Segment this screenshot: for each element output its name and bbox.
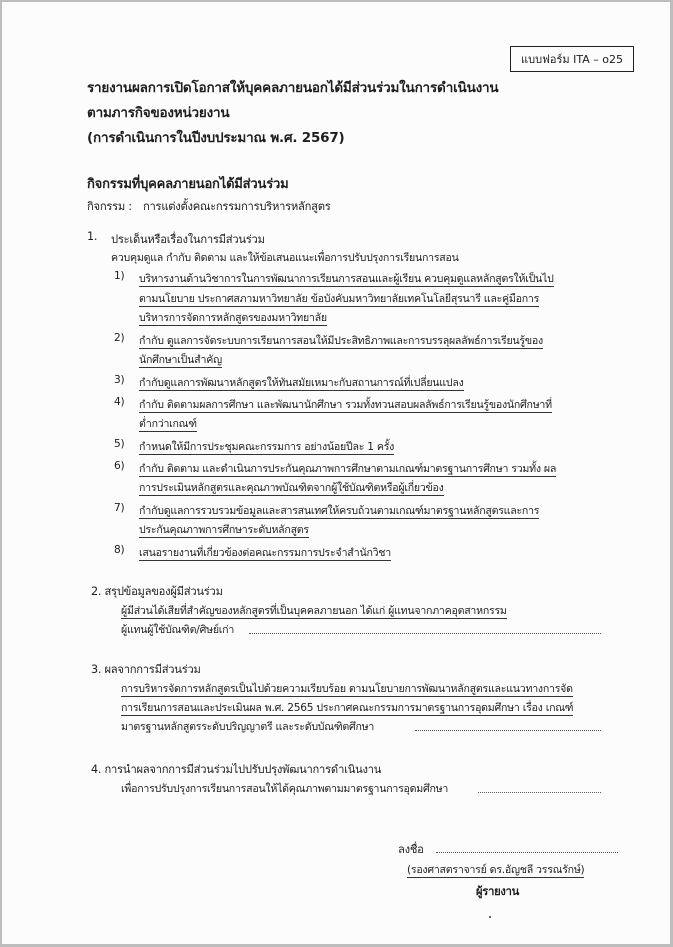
activity-name: การแต่งตั้งคณะกรรมการบริหารหลักสูตร	[143, 200, 331, 213]
item-text-line: กำกับดูแลการรวบรวมข้อมูลและสารสนเทศให้ครบถ้วนตามเกณฑ์มาตรฐานหลักสูตรและการ	[139, 505, 540, 517]
item-number: 5)	[114, 438, 125, 450]
item-number: 4)	[114, 396, 125, 408]
item-text-line: กำหนดให้มีการประชุมคณะกรรมการ อย่างน้อยปีละ 1 ครั้ง	[139, 441, 395, 453]
signature-line	[436, 852, 618, 853]
item-text-line: ประกันคุณภาพการศึกษาระดับหลักสูตร	[139, 524, 309, 536]
item-text-line: บริหารงานด้านวิชาการในการพัฒนาการเรียนการสอนและผู้เรียน ควบคุมดูแลหลักสูตรให้เป็นไป	[139, 273, 554, 285]
item-number: 2)	[114, 332, 125, 344]
section4-title: 4. การนำผลจากการมีส่วนร่วมไปปรับปรุงพัฒนาการดำเนินงาน	[91, 763, 382, 776]
section1-number: 1.	[87, 230, 98, 243]
item-number: 7)	[114, 502, 125, 514]
document-page	[2, 2, 670, 944]
scan-speck	[489, 916, 491, 918]
section2-dotted-line	[249, 633, 601, 634]
item-text-line: ตามนโยบาย ประกาศสภามหาวิทยาลัย ข้อบังคับมหาวิทยาลัยเทคโนโลยีสุรนารี และคู่มือการ	[139, 293, 540, 305]
item-number: 1)	[114, 270, 125, 282]
item-number: 8)	[114, 544, 125, 556]
section2-text-line: ผู้มีส่วนได้เสียที่สำคัญของหลักสูตรที่เป็นบุคคลภายนอก ได้แก่ ผู้แทนจากภาคอุตสาหกรรม	[121, 605, 507, 617]
section2-title: 2. สรุปข้อมูลของผู้มีส่วนร่วม	[91, 585, 223, 598]
item-text-line: กำกับ ติดตามผลการศึกษา และพัฒนานักศึกษา รวมทั้งทวนสอบผลลัพธ์การเรียนรู้ของนักศึกษาที่	[139, 399, 552, 411]
item-text-line: การประเมินหลักสูตรและคุณภาพบัณฑิตจากผู้ใช้บัณฑิตหรือผู้เกี่ยวข้อง	[139, 482, 444, 494]
item-text-line: กำกับ ดูแลการจัดระบบการเรียนการสอนให้มีประสิทธิภาพและการบรรลุผลลัพธ์การเรียนรู้ของ	[139, 335, 543, 347]
item-text-line: นักศึกษาเป็นสำคัญ	[139, 354, 222, 366]
section3-text-line: การบริหารจัดการหลักสูตรเป็นไปด้วยความเรียบร้อย ตามนโยบายการพัฒนาหลักสูตรและแนวทางการจัด	[121, 683, 573, 695]
report-title-line3: (การดำเนินการในปีงบประมาณ พ.ศ. 2567)	[87, 130, 345, 146]
form-code-box: แบบฟอร์ม ITA – o25	[510, 46, 634, 72]
section3-dotted-line	[415, 730, 601, 731]
signature-label: ลงชื่อ	[398, 843, 424, 856]
item-text-line: ต่ำกว่าเกณฑ์	[139, 418, 197, 430]
section4-text-line: เพื่อการปรับปรุงการเรียนการสอนให้ได้คุณภาพตามมาตรฐานการอุดมศึกษา	[121, 783, 449, 795]
signer-role: ผู้รายงาน	[476, 885, 520, 898]
section3-title: 3. ผลจากการมีส่วนร่วม	[91, 663, 201, 676]
section4-dotted-line	[478, 792, 601, 793]
report-title-line2: ตามภารกิจของหน่วยงาน	[87, 105, 230, 121]
section1-title: ประเด็นหรือเรื่องในการมีส่วนร่วม	[111, 233, 265, 246]
section1-intro: ควบคุมดูแล กำกับ ติดตาม และให้ข้อเสนอแนะเพื่อการปรับปรุงการเรียนการสอน	[111, 252, 459, 264]
item-number: 3)	[114, 374, 125, 386]
section3-text-line: มาตรฐานหลักสูตรระดับปริญญาตรี และระดับบัณฑิตศึกษา	[121, 721, 375, 733]
item-text-line: กำกับ ติดตาม และดำเนินการประกันคุณภาพการศึกษาตามเกณฑ์มาตรฐานการศึกษา รวมทั้ง ผล	[139, 463, 557, 475]
item-text-line: บริหารการจัดการหลักสูตรของมหาวิทยาลัย	[139, 312, 327, 324]
item-text-line: กำกับดูแลการพัฒนาหลักสูตรให้ทันสมัยเหมาะกับสถานการณ์ที่เปลี่ยนแปลง	[139, 377, 464, 389]
activity-heading: กิจกรรมที่บุคคลภายนอกได้มีส่วนร่วม	[87, 177, 289, 192]
section2-text-line: ผู้แทนผู้ใช้บัณฑิต/ศิษย์เก่า	[121, 624, 235, 636]
report-title-line1: รายงานผลการเปิดโอกาสให้บุคคลภายนอกได้มีส่วนร่วมในการดำเนินงาน	[87, 80, 499, 96]
signer-name: (รองศาสตราจารย์ ดร.อัญชลี วรรณรักษ์)	[407, 864, 585, 876]
activity-label: กิจกรรม :	[87, 200, 132, 213]
section3-text-line: การเรียนการสอนและประเมินผล พ.ศ. 2565 ประกาศคณะกรรมการมาตรฐานการอุดมศึกษา เรื่อง เกณฑ์	[121, 702, 574, 714]
item-number: 6)	[114, 460, 125, 472]
item-text-line: เสนอรายงานที่เกี่ยวข้องต่อคณะกรรมการประจำสำนักวิชา	[139, 547, 391, 559]
